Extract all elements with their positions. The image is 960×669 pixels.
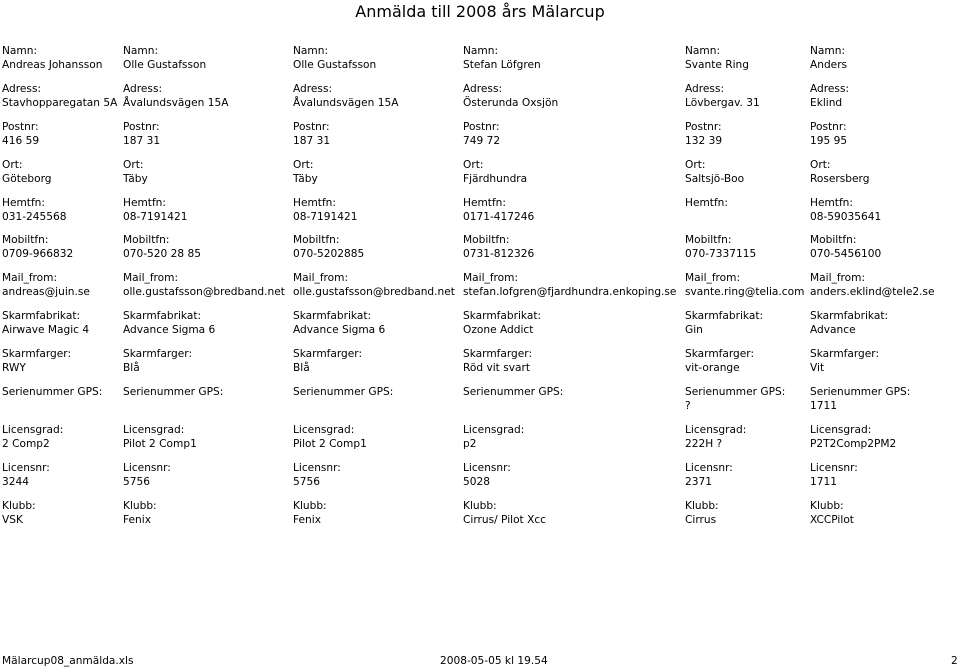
field-label: Mobiltfn: bbox=[685, 234, 732, 247]
record-cell bbox=[123, 233, 201, 261]
field-label: Serienummer GPS: bbox=[810, 386, 911, 399]
field-value: olle.gustafsson@bredband.net bbox=[123, 286, 285, 299]
field-label: Klubb: bbox=[2, 499, 36, 512]
field-label: Namn: bbox=[2, 45, 38, 57]
page-footer bbox=[0, 655, 960, 669]
record-cell bbox=[810, 120, 847, 148]
record-cell bbox=[810, 347, 879, 375]
record-cell bbox=[2, 271, 90, 299]
record-cell bbox=[685, 271, 804, 299]
field-value: 3244 bbox=[2, 475, 29, 488]
record-cell bbox=[810, 233, 881, 261]
field-value: anders.eklind@tele2.se bbox=[810, 286, 935, 299]
field-value: Olle Gustafsson bbox=[293, 59, 377, 71]
field-label: Namn: bbox=[463, 45, 499, 57]
field-value: Stefan Löfgren bbox=[463, 59, 541, 71]
field-label: Licensnr: bbox=[293, 461, 341, 474]
field-label: Postnr: bbox=[463, 120, 500, 133]
field-value: 070-5202885 bbox=[293, 248, 365, 261]
record-cell bbox=[463, 196, 534, 224]
field-label: Licensnr: bbox=[810, 461, 858, 474]
field-value: vit-orange bbox=[685, 362, 740, 375]
field-value: Lövbergav. 31 bbox=[685, 96, 760, 109]
field-label: Postnr: bbox=[685, 120, 722, 133]
field-value: P2T2Comp2PM2 bbox=[810, 437, 897, 450]
field-label: Ort: bbox=[123, 158, 144, 171]
field-value: 070-520 28 85 bbox=[123, 248, 201, 261]
record-cell bbox=[463, 309, 541, 337]
field-row bbox=[0, 233, 960, 271]
field-label: Namn: bbox=[123, 45, 159, 57]
field-value bbox=[293, 399, 393, 413]
field-label: Adress: bbox=[685, 82, 725, 95]
field-value: 1711 bbox=[810, 400, 837, 413]
field-label: Adress: bbox=[293, 82, 333, 95]
record-cell bbox=[685, 347, 754, 375]
record-cell bbox=[123, 423, 197, 451]
record-cell bbox=[123, 44, 206, 72]
field-label: Mobiltfn: bbox=[293, 234, 340, 247]
field-value: Fjärdhundra bbox=[463, 172, 528, 185]
record-cell bbox=[685, 158, 744, 186]
field-row bbox=[0, 120, 960, 158]
field-value: 070-7337115 bbox=[685, 248, 757, 261]
field-value: 08-7191421 bbox=[123, 210, 188, 223]
field-value: 749 72 bbox=[463, 134, 501, 147]
field-label: Licensgrad: bbox=[123, 423, 185, 436]
field-label: Adress: bbox=[2, 82, 42, 95]
record-cell bbox=[293, 385, 393, 413]
field-value: Vit bbox=[810, 362, 825, 375]
field-value bbox=[685, 210, 728, 224]
field-row bbox=[0, 82, 960, 120]
field-value: Andreas Johansson bbox=[2, 59, 103, 71]
record-cell bbox=[2, 499, 36, 527]
field-value: Advance bbox=[810, 324, 856, 337]
record-cell bbox=[293, 461, 341, 489]
field-value: VSK bbox=[2, 513, 23, 526]
record-cell bbox=[2, 120, 39, 148]
field-value: Rosersberg bbox=[810, 172, 870, 185]
record-cell bbox=[293, 309, 385, 337]
field-label: Hemtfn: bbox=[810, 196, 853, 209]
field-label: Mail_from: bbox=[810, 272, 866, 285]
field-label: Hemtfn: bbox=[2, 196, 45, 209]
record-cell bbox=[685, 120, 722, 148]
record-cell bbox=[463, 385, 563, 413]
field-label: Adress: bbox=[810, 82, 850, 95]
field-label: Skarmfarger: bbox=[123, 348, 193, 361]
record-cell bbox=[2, 347, 71, 375]
field-row bbox=[0, 271, 960, 309]
field-label: Mail_from: bbox=[463, 272, 519, 285]
field-value: Åvalundsvägen 15A bbox=[123, 96, 229, 109]
record-cell bbox=[685, 82, 760, 110]
record-cell bbox=[810, 44, 847, 72]
field-value: 0709-966832 bbox=[2, 248, 74, 261]
field-label: Mail_from: bbox=[2, 272, 58, 285]
field-label: Ort: bbox=[293, 158, 314, 171]
record-cell bbox=[810, 196, 881, 224]
field-label: Serienummer GPS: bbox=[463, 386, 564, 399]
field-value: stefan.lofgren@fjardhundra.enkoping.se bbox=[463, 286, 677, 299]
field-label: Ort: bbox=[810, 158, 831, 171]
field-label: Skarmfabrikat: bbox=[810, 310, 889, 323]
footer-filename: Mälarcup08_anmälda.xls bbox=[2, 655, 134, 667]
field-label: Namn: bbox=[685, 45, 721, 57]
field-label: Hemtfn: bbox=[123, 196, 166, 209]
field-value: Stavhopparegatan 5A bbox=[2, 96, 118, 109]
field-label: Licensnr: bbox=[123, 461, 171, 474]
field-value bbox=[2, 399, 102, 413]
field-value: Gin bbox=[685, 324, 703, 337]
field-value: 187 31 bbox=[123, 134, 161, 147]
page-title: Anmälda till 2008 års Mälarcup bbox=[355, 2, 605, 21]
field-label: Postnr: bbox=[123, 120, 160, 133]
record-cell bbox=[685, 499, 719, 527]
field-row bbox=[0, 499, 960, 537]
field-label: Namn: bbox=[810, 45, 846, 57]
record-cell bbox=[123, 499, 157, 527]
field-label: Hemtfn: bbox=[293, 196, 336, 209]
field-value: p2 bbox=[463, 437, 477, 450]
field-value: Airwave Magic 4 bbox=[2, 324, 90, 337]
field-row bbox=[0, 196, 960, 234]
record-cell bbox=[810, 158, 869, 186]
field-label: Klubb: bbox=[810, 499, 844, 512]
field-row bbox=[0, 309, 960, 347]
record-cell bbox=[2, 385, 102, 413]
field-value: Pilot 2 Comp1 bbox=[123, 437, 197, 450]
field-value: Fenix bbox=[123, 513, 151, 526]
field-label: Klubb: bbox=[123, 499, 157, 512]
field-label: Hemtfn: bbox=[685, 196, 728, 209]
record-cell bbox=[2, 423, 63, 451]
field-label: Skarmfarger: bbox=[463, 348, 533, 361]
record-cell bbox=[463, 461, 511, 489]
record-cell bbox=[123, 271, 285, 299]
record-cell bbox=[810, 309, 888, 337]
field-value: 1711 bbox=[810, 475, 837, 488]
field-label: Postnr: bbox=[2, 120, 39, 133]
record-cell bbox=[2, 233, 73, 261]
field-row bbox=[0, 158, 960, 196]
footer-page-number: 2 bbox=[951, 655, 958, 667]
record-cell bbox=[685, 309, 763, 337]
field-value bbox=[463, 399, 563, 413]
record-cell bbox=[463, 423, 524, 451]
field-value: andreas@juin.se bbox=[2, 286, 90, 299]
record-cell bbox=[123, 309, 215, 337]
field-label: Skarmfarger: bbox=[2, 348, 72, 361]
field-value: Österunda Oxsjön bbox=[463, 96, 559, 109]
record-cell bbox=[463, 499, 546, 527]
field-label: Licensgrad: bbox=[685, 423, 747, 436]
field-value: Täby bbox=[293, 172, 318, 185]
field-label: Serienummer GPS: bbox=[123, 386, 224, 399]
field-value: Advance Sigma 6 bbox=[123, 324, 216, 337]
record-cell bbox=[123, 196, 187, 224]
record-cell bbox=[810, 461, 858, 489]
field-value: Täby bbox=[123, 172, 148, 185]
record-cell bbox=[293, 158, 318, 186]
field-label: Mobiltfn: bbox=[810, 234, 857, 247]
field-label: Postnr: bbox=[810, 120, 847, 133]
field-value: Åvalundsvägen 15A bbox=[293, 96, 399, 109]
record-cell bbox=[463, 347, 532, 375]
field-label: Postnr: bbox=[293, 120, 330, 133]
field-value: 0731-812326 bbox=[463, 248, 535, 261]
field-label: Klubb: bbox=[293, 499, 327, 512]
record-cell bbox=[463, 158, 527, 186]
record-cell bbox=[2, 461, 50, 489]
record-cell bbox=[123, 120, 160, 148]
record-cell bbox=[2, 309, 89, 337]
record-cell bbox=[463, 233, 534, 261]
record-cell bbox=[685, 385, 785, 413]
record-cell bbox=[810, 423, 896, 451]
field-label: Skarmfarger: bbox=[685, 348, 755, 361]
record-cell bbox=[123, 82, 228, 110]
field-value: Göteborg bbox=[2, 172, 52, 185]
field-value: 2371 bbox=[685, 475, 712, 488]
field-value: 195 95 bbox=[810, 134, 848, 147]
field-label: Ort: bbox=[2, 158, 23, 171]
record-cell bbox=[2, 44, 102, 72]
field-row bbox=[0, 44, 960, 82]
field-value: 5756 bbox=[123, 475, 150, 488]
record-cell bbox=[463, 44, 541, 72]
record-cell bbox=[2, 158, 51, 186]
field-label: Klubb: bbox=[685, 499, 719, 512]
record-cell bbox=[810, 499, 854, 527]
field-value: Röd vit svart bbox=[463, 362, 530, 375]
field-value: ? bbox=[685, 400, 691, 413]
field-value: 2 Comp2 bbox=[2, 437, 50, 450]
record-cell bbox=[685, 196, 728, 224]
field-label: Skarmfarger: bbox=[293, 348, 363, 361]
record-cell bbox=[293, 82, 398, 110]
field-label: Namn: bbox=[293, 45, 329, 57]
record-cell bbox=[463, 271, 676, 299]
record-cell bbox=[685, 44, 749, 72]
field-value: 031-245568 bbox=[2, 210, 67, 223]
record-cell bbox=[123, 385, 223, 413]
record-cell bbox=[463, 82, 558, 110]
field-value: 070-5456100 bbox=[810, 248, 882, 261]
record-cell bbox=[123, 347, 192, 375]
field-label: Ort: bbox=[463, 158, 484, 171]
field-value: 08-7191421 bbox=[293, 210, 358, 223]
field-value: RWY bbox=[2, 362, 26, 375]
field-label: Licensgrad: bbox=[463, 423, 525, 436]
footer-datetime: 2008-05-05 kl 19.54 bbox=[440, 655, 548, 667]
field-label: Licensnr: bbox=[2, 461, 50, 474]
field-label: Adress: bbox=[123, 82, 163, 95]
field-value: svante.ring@telia.com bbox=[685, 286, 805, 299]
record-cell bbox=[293, 233, 364, 261]
field-label: Licensnr: bbox=[685, 461, 733, 474]
field-row bbox=[0, 385, 960, 423]
field-label: Skarmfabrikat: bbox=[685, 310, 764, 323]
field-value: 132 39 bbox=[685, 134, 723, 147]
field-row bbox=[0, 347, 960, 385]
field-label: Serienummer GPS: bbox=[685, 386, 786, 399]
field-label: Licensgrad: bbox=[293, 423, 355, 436]
field-value: Pilot 2 Comp1 bbox=[293, 437, 367, 450]
record-cell bbox=[293, 423, 367, 451]
registrant-grid bbox=[0, 44, 960, 537]
record-cell bbox=[463, 120, 500, 148]
field-label: Skarmfabrikat: bbox=[123, 310, 202, 323]
field-value: Blå bbox=[293, 362, 310, 375]
field-value: Cirrus bbox=[685, 513, 717, 526]
field-label: Skarmfabrikat: bbox=[463, 310, 542, 323]
field-value: XCCPilot bbox=[810, 513, 854, 526]
field-value: Saltsjö-Boo bbox=[685, 172, 745, 185]
field-label: Skarmfarger: bbox=[810, 348, 880, 361]
record-cell bbox=[293, 347, 362, 375]
field-value: 187 31 bbox=[293, 134, 331, 147]
record-cell bbox=[293, 499, 327, 527]
field-value: 416 59 bbox=[2, 134, 40, 147]
field-label: Mail_from: bbox=[293, 272, 349, 285]
field-label: Licensgrad: bbox=[2, 423, 64, 436]
record-cell bbox=[2, 196, 66, 224]
field-label: Adress: bbox=[463, 82, 503, 95]
field-label: Mobiltfn: bbox=[2, 234, 49, 247]
field-label: Skarmfabrikat: bbox=[2, 310, 81, 323]
field-value: 08-59035641 bbox=[810, 210, 882, 223]
field-label: Ort: bbox=[685, 158, 706, 171]
field-value: Olle Gustafsson bbox=[123, 59, 207, 71]
record-cell bbox=[293, 44, 376, 72]
field-value: Eklind bbox=[810, 96, 843, 109]
field-label: Mobiltfn: bbox=[463, 234, 510, 247]
record-cell bbox=[293, 196, 357, 224]
field-label: Licensgrad: bbox=[810, 423, 872, 436]
field-value: 222H ? bbox=[685, 437, 723, 450]
record-cell bbox=[810, 385, 910, 413]
field-row bbox=[0, 423, 960, 461]
record-cell bbox=[293, 120, 330, 148]
field-value: 5028 bbox=[463, 475, 490, 488]
record-cell bbox=[293, 271, 455, 299]
field-value: Ozone Addict bbox=[463, 324, 534, 337]
record-cell bbox=[123, 158, 148, 186]
field-label: Serienummer GPS: bbox=[2, 386, 103, 399]
record-cell bbox=[685, 423, 746, 451]
field-value: 5756 bbox=[293, 475, 320, 488]
field-label: Mobiltfn: bbox=[123, 234, 170, 247]
field-label: Klubb: bbox=[463, 499, 497, 512]
record-cell bbox=[123, 461, 171, 489]
record-cell bbox=[2, 82, 117, 110]
field-value: 0171-417246 bbox=[463, 210, 535, 223]
record-cell bbox=[685, 233, 756, 261]
field-label: Serienummer GPS: bbox=[293, 386, 394, 399]
field-value: Fenix bbox=[293, 513, 321, 526]
field-value: Blå bbox=[123, 362, 140, 375]
field-label: Mail_from: bbox=[685, 272, 741, 285]
field-value: Anders bbox=[810, 59, 848, 71]
field-label: Hemtfn: bbox=[463, 196, 506, 209]
field-value: olle.gustafsson@bredband.net bbox=[293, 286, 455, 299]
field-value: Svante Ring bbox=[685, 59, 749, 71]
field-label: Skarmfabrikat: bbox=[293, 310, 372, 323]
record-cell bbox=[810, 82, 849, 110]
field-value: Cirrus/ Pilot Xcc bbox=[463, 513, 546, 526]
field-label: Mail_from: bbox=[123, 272, 179, 285]
field-label: Licensnr: bbox=[463, 461, 511, 474]
record-cell bbox=[685, 461, 733, 489]
record-cell bbox=[810, 271, 935, 299]
field-value: Advance Sigma 6 bbox=[293, 324, 386, 337]
field-row bbox=[0, 461, 960, 499]
field-value bbox=[123, 399, 223, 413]
